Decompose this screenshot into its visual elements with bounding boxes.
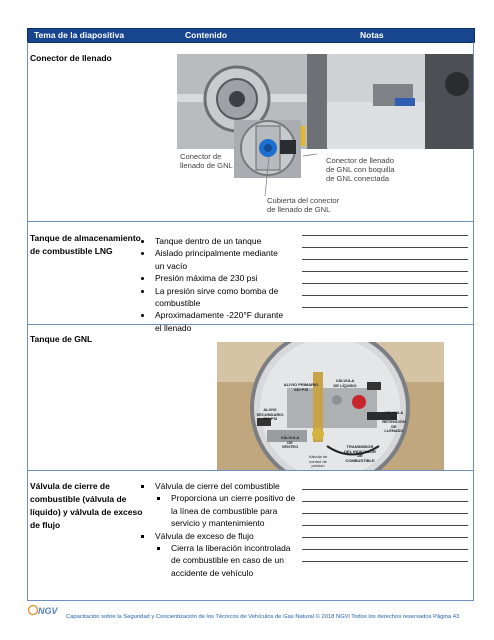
list-item: • Aproximadamente -220°F durante el llenado: [153, 309, 289, 334]
list-item: • La presión sirve como bomba de combustible: [153, 285, 289, 310]
caption-bottom: Cubierta del conector de llenado de GNL: [267, 196, 340, 214]
table-header: [27, 28, 475, 43]
notes-line: [302, 259, 468, 260]
notes-line: [302, 513, 468, 514]
notes-line: [302, 295, 468, 296]
row1-title: Conector de llenado: [30, 53, 112, 63]
notes-line: [302, 271, 468, 272]
list-item: ▪ Válvula de exceso de flujo ▪ Cierra la liberación incontrolada de combustible en caso de un accidente de vehículo: [153, 530, 297, 580]
notes-line: [302, 307, 468, 308]
table-border-bottom: [27, 600, 474, 601]
notes-line: [302, 525, 468, 526]
caption-left: Conector de llenado de GNL: [180, 152, 233, 170]
list-item: ▪ Válvula de cierre del combustible ▪ Proporciona un cierre positivo de la línea de combustible para servicio y mantenimiento: [153, 480, 297, 530]
row2-title: Tanque de almacenamiento de combustible LNG: [30, 233, 141, 256]
label-primary-relief: ALIVIO PRIMARIO 230 PSI: [283, 382, 319, 392]
lng-tank-photo: [217, 342, 444, 470]
header-topic: Tema de la diapositiva: [34, 30, 125, 40]
list-subitem: ▪ Proporciona un cierre positivo de la línea de combustible para servicio y mantenimiento: [169, 492, 297, 529]
caption-right: Conector de llenado de GNL con boquilla de GNL conectada: [326, 156, 395, 183]
filler-connector-photo: [177, 54, 473, 149]
table-border-left: [27, 42, 28, 601]
row-divider: [27, 470, 474, 471]
list-subitem: ▪ Cierra la liberación incontrolada de combustible en caso de un accidente de vehículo: [169, 542, 297, 579]
row3-title: Tanque de GNL: [30, 334, 93, 344]
label-fuel-gauge-transmitter: TRANSMISOR DEL INDICADOR DE COMBUSTIBLE: [344, 444, 376, 463]
notes-line: [302, 537, 468, 538]
row4-title: Válvula de cierre de combustible (válvula de líquido) y válvula de exceso de flujo: [30, 481, 143, 530]
row4-bullets: [139, 480, 297, 579]
row-divider: [27, 221, 474, 222]
list-item: • Aislado principalmente mediante un vacío: [153, 247, 289, 272]
list-item: • Tanque dentro de un tanque: [153, 235, 289, 247]
label-vent-valve: VÁLVULA DE VENTEO: [280, 435, 300, 450]
label-liquid-valve: VÁLVULA DE LÍQUIDO: [333, 378, 357, 388]
label-secondary-relief: ALIVIO SECUNDARIO 350 PSI: [256, 407, 284, 422]
header-notes: Notas: [360, 30, 384, 40]
notes-line: [302, 549, 468, 550]
leaf-icon: [28, 605, 38, 615]
label-fill-check-valve: VÁLVULA DE RETENCIÓN DE LLENADO: [382, 410, 406, 434]
notes-line: [302, 247, 468, 248]
notes-line: [302, 235, 468, 236]
notes-line: [302, 283, 468, 284]
header-content: Contenido: [185, 30, 228, 40]
notes-line: [302, 489, 468, 490]
table-border-right: [473, 42, 474, 601]
notes-line: [302, 501, 468, 502]
page-footer: Capacitación sobre la Seguridad y Concientización de los Técnicos de Vehículos de Gas Natural © 2018 NGVi Todos los derechos reservados Página 43: [66, 614, 460, 620]
label-pressure-control: Válvula de control de presión: [308, 454, 328, 469]
list-item: • Presión máxima de 230 psi: [153, 272, 289, 284]
ngvi-logo: NGV: [28, 605, 58, 616]
slide-notes-table: [27, 28, 474, 601]
row2-bullets: [139, 235, 289, 334]
caption-pointer-lines: [259, 152, 319, 198]
notes-line: [302, 561, 468, 562]
